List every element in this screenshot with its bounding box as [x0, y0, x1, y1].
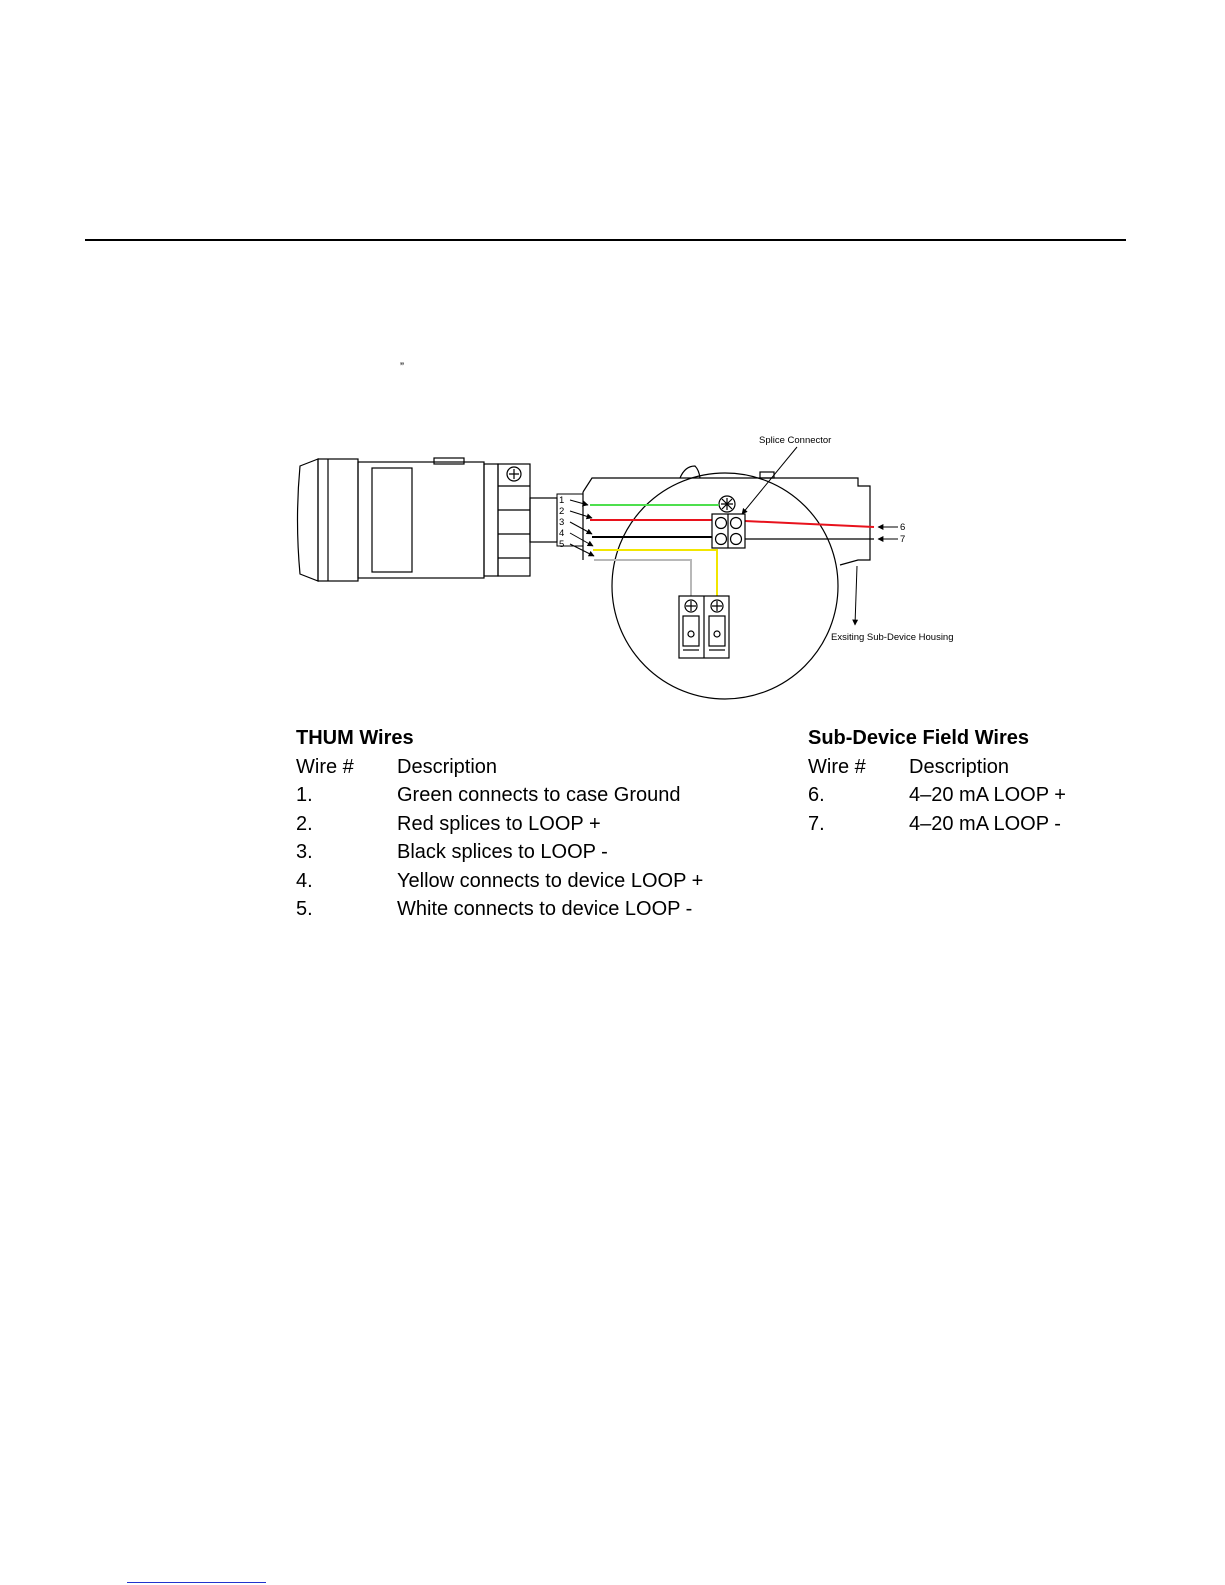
wire-num: 2.	[296, 812, 313, 835]
table-header	[808, 753, 1066, 782]
sub-device-wires-table	[808, 724, 1066, 838]
wire-desc: Yellow connects to device LOOP +	[397, 869, 704, 892]
field-wire-arrows	[878, 522, 905, 545]
footer-link-underline[interactable]	[127, 1582, 266, 1583]
wire-desc: Black splices to LOOP -	[397, 841, 608, 863]
thum-wires-table	[296, 724, 703, 924]
wire-number-box	[557, 494, 594, 556]
thum-adapter	[298, 458, 558, 581]
table-row	[296, 895, 703, 924]
table-row	[808, 810, 1066, 839]
splice-connector	[712, 514, 745, 548]
header-description: Description	[909, 755, 1010, 778]
wire-number-2: 2	[559, 506, 565, 517]
wire-num: 3.	[296, 841, 313, 863]
wire-num: 1.	[296, 784, 313, 806]
ground-screw	[719, 496, 735, 512]
wire-red-field	[745, 521, 874, 527]
terminal-block	[679, 596, 729, 658]
wire-desc: White connects to device LOOP -	[397, 898, 693, 920]
wire-desc: Green connects to case Ground	[397, 784, 681, 806]
table-row	[296, 810, 703, 839]
wire-number-3: 3	[559, 517, 565, 528]
thum-wires-title: THUM Wires	[296, 727, 414, 749]
table-row	[296, 781, 703, 810]
wire-white	[594, 560, 691, 600]
table-row	[808, 781, 1066, 810]
wire-desc: Red splices to LOOP +	[397, 812, 601, 835]
wire-number-4: 4	[559, 528, 565, 539]
wire-number-1: 1	[559, 495, 565, 506]
stray-mark: ”	[400, 360, 404, 374]
header-wire-num: Wire #	[808, 755, 866, 778]
wire-number-5: 5	[559, 539, 565, 550]
existing-housing-label: Exsiting Sub-Device Housing	[831, 632, 954, 643]
wire-num: 6.	[808, 784, 825, 806]
table-row	[296, 867, 703, 896]
splice-connector-arrow	[742, 447, 797, 514]
wire-num: 7.	[808, 812, 825, 835]
table-header	[296, 753, 703, 782]
wire-num: 5.	[296, 898, 313, 920]
wire-num: 4.	[296, 869, 313, 892]
wire-number-6: 6	[900, 522, 906, 533]
wiring-diagram	[0, 0, 1225, 720]
wire-desc: 4–20 mA LOOP -	[909, 812, 1061, 835]
splice-connector-label: Splice Connector	[759, 435, 832, 446]
header-wire-num: Wire #	[296, 755, 354, 778]
sub-device-wires-title: Sub-Device Field Wires	[808, 727, 1029, 749]
wire-desc: 4–20 mA LOOP +	[909, 784, 1066, 806]
wire-number-7: 7	[900, 534, 906, 545]
table-row	[296, 838, 703, 867]
header-description: Description	[397, 755, 498, 778]
